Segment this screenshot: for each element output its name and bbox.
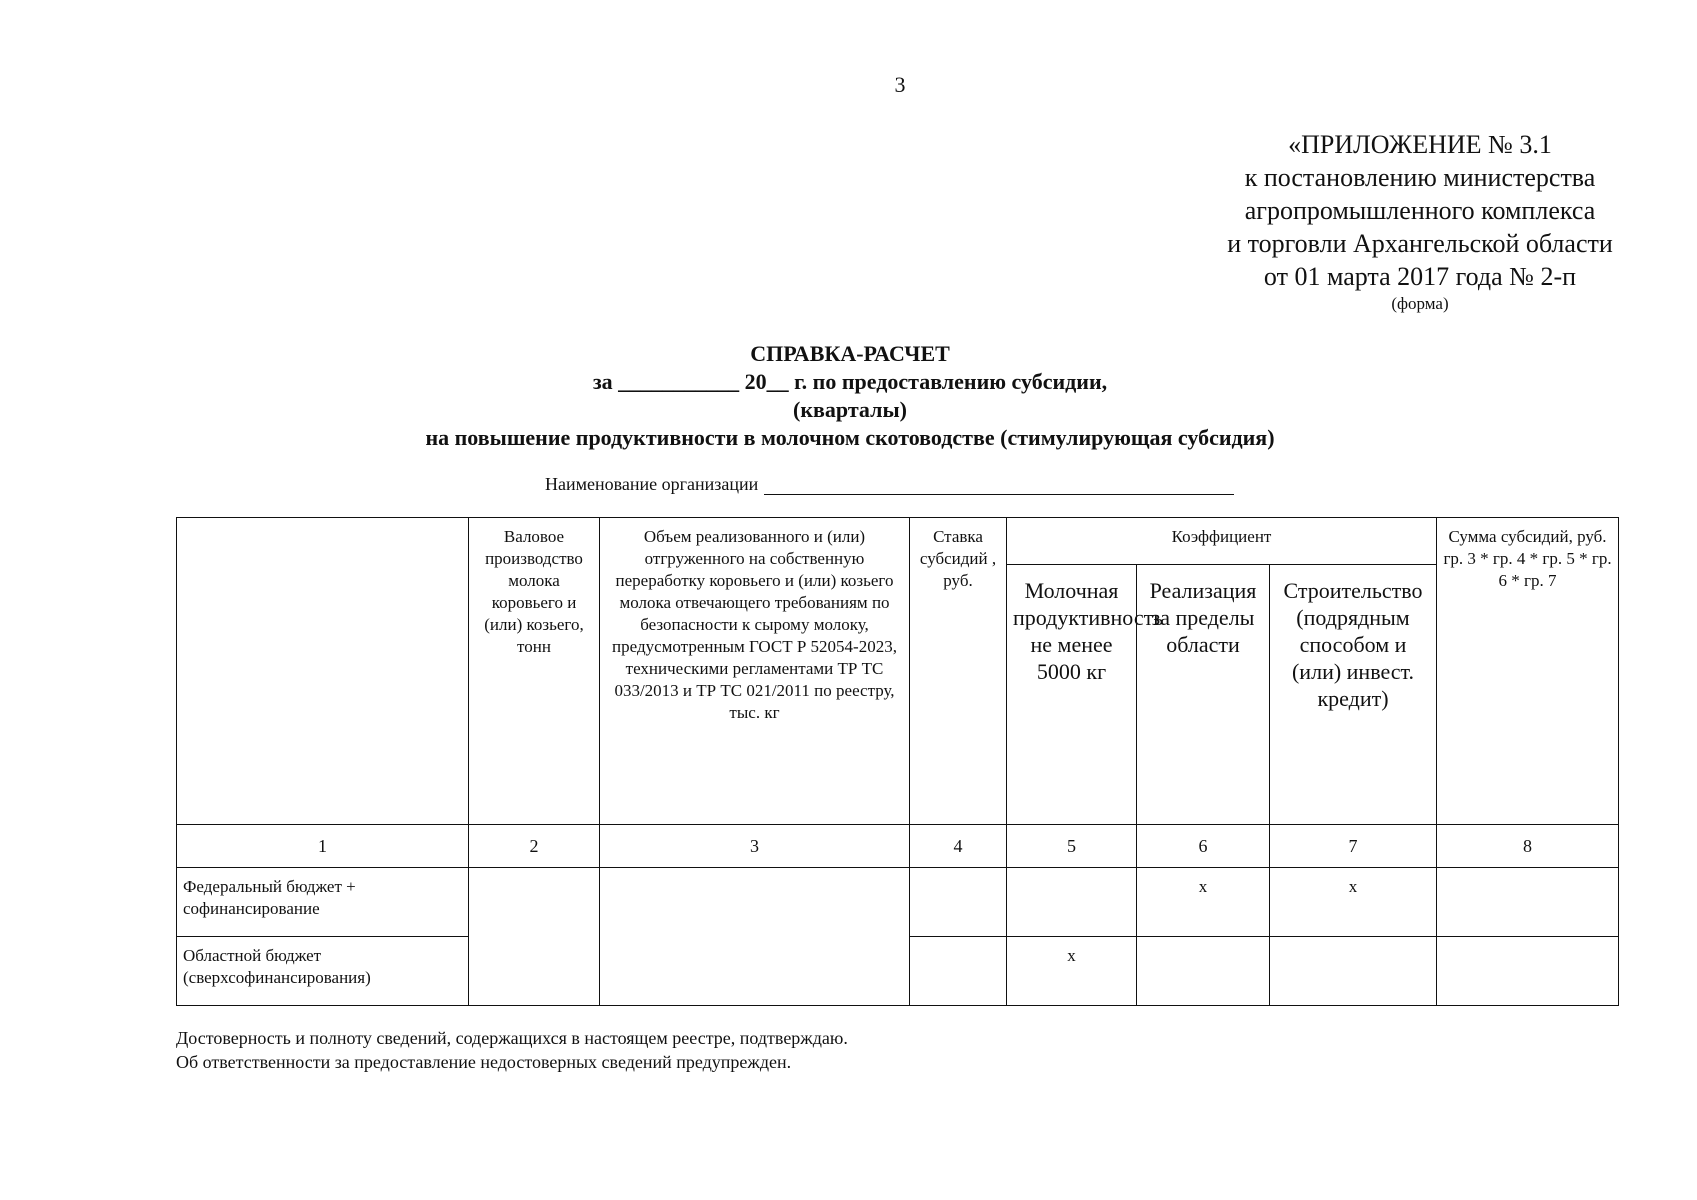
input-cell[interactable] [600,868,910,1006]
document-title: СПРАВКА-РАСЧЕТ [750,341,950,366]
header-cell-1 [177,518,469,825]
purpose-line: на повышение продуктивности в молочном скотоводстве (стимулирующая субсидия) [425,425,1275,450]
row-label: Областной бюджет (сверхсофинансирования) [177,937,469,1006]
form-note: (форма) [1391,294,1449,313]
header-cell-5: Молочная продуктивность не менее 5000 кг [1007,565,1137,825]
header-row-1 [177,518,1619,565]
calculation-table [176,517,1619,1006]
column-number: 1 [177,825,469,868]
organization-blank [764,476,1234,495]
column-number: 6 [1137,825,1270,868]
column-number: 3 [600,825,910,868]
mark-cell: х [1007,937,1137,1006]
table-row [177,868,1619,937]
period-line: за ___________ 20__ г. по предоставлению субсидии, [592,369,1108,394]
appendix-line-3: агропромышленного комплекса [1244,196,1596,225]
mark-cell: х [1137,868,1270,937]
input-cell[interactable] [910,937,1007,1006]
input-cell[interactable] [910,868,1007,937]
column-number: 8 [1437,825,1619,868]
organization-line [545,474,1234,495]
row-label: Федеральный бюджет + софинансирование [177,868,469,937]
input-cell[interactable] [1437,868,1619,937]
footer-line-1: Достоверность и полноту сведений, содержащихся в настоящем реестре, подтверждаю. [176,1028,848,1048]
input-cell[interactable] [469,868,600,1006]
column-number: 5 [1007,825,1137,868]
document-heading [300,340,1400,452]
column-number: 4 [910,825,1007,868]
quarters-line: (кварталы) [793,397,907,422]
header-cell-6: Реализация за пределы области [1137,565,1270,825]
header-cell-8: Сумма субсидий, руб. гр. 3 * гр. 4 * гр. 5 * гр. 6 * гр. 7 [1437,518,1619,825]
input-cell[interactable] [1007,868,1137,937]
appendix-line-5: от 01 марта 2017 года № 2-п [1263,262,1577,291]
appendix-line-4: и торговли Архангельской области [1227,229,1613,258]
appendix-line-1: «ПРИЛОЖЕНИЕ № 3.1 [1288,130,1552,159]
page-number: 3 [894,72,906,97]
organization-label: Наименование организации [545,474,759,494]
header-cell-7: Строительство (подрядным способом и (или) инвест. кредит) [1270,565,1437,825]
header-cell-4: Ставка субсидий , руб. [910,518,1007,825]
input-cell[interactable] [1437,937,1619,1006]
appendix-block [1180,128,1660,315]
footer-statement [176,1026,1576,1074]
footer-line-2: Об ответственности за предоставление недостоверных сведений предупрежден. [176,1052,792,1072]
column-number: 7 [1270,825,1437,868]
appendix-line-2: к постановлению министерства [1244,163,1596,192]
column-numbers-row [177,825,1619,868]
header-cell-2: Валовое производство молока коровьего и (или) козьего, тонн [469,518,600,825]
mark-cell: х [1270,868,1437,937]
header-cell-3: Объем реализованного и (или) отгруженного на собственную переработку коровьего и (или) козьего молока отвечающего требованиям по безопасности к сырому молоку, предусмотренным ГОСТ Р 52054-2023, техническими регламентами ТР ТС 033/2013 и ТР ТС 021/2011 по реестру, тыс. кг [600,518,910,825]
input-cell[interactable] [1270,937,1437,1006]
input-cell[interactable] [1137,937,1270,1006]
header-coefficient: Коэффициент [1007,518,1437,565]
column-number: 2 [469,825,600,868]
